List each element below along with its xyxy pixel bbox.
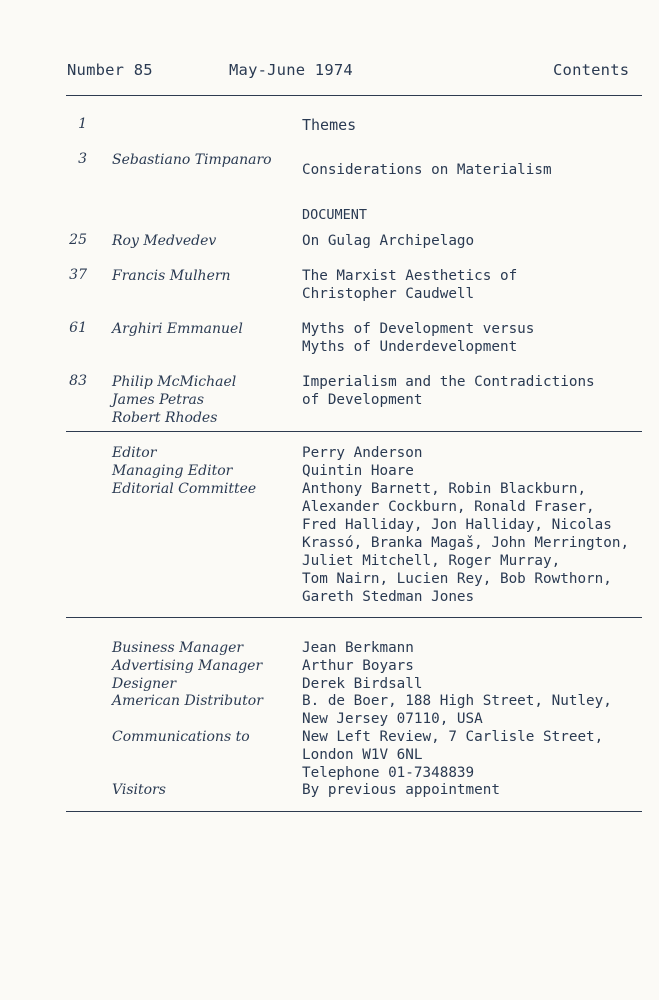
author-names xyxy=(112,373,236,427)
title-line: The Marxist Aesthetics of xyxy=(302,268,518,284)
credit-role: Designer xyxy=(112,676,177,692)
credit-line: Gareth Stedman Jones xyxy=(302,589,475,605)
title-line: DOCUMENT xyxy=(302,207,368,223)
credit-value xyxy=(302,639,414,657)
credit-line: London W1V 6NL xyxy=(302,747,423,763)
credit-value xyxy=(302,728,603,782)
title-line: Imperialism and the Contradictions xyxy=(302,374,595,390)
credit-role: Communications to xyxy=(112,729,250,745)
article-title[interactable] xyxy=(302,320,534,356)
credit-value xyxy=(302,657,414,675)
editorial-divider xyxy=(66,617,642,618)
article-title[interactable] xyxy=(302,161,552,179)
author-name xyxy=(112,232,216,250)
credit-line: By previous appointment xyxy=(302,782,500,798)
credit-line: Derek Birdsall xyxy=(302,676,423,692)
author-line: James Petras xyxy=(112,392,205,408)
credit-line: Quintin Hoare xyxy=(302,463,414,479)
credit-line: B. de Boer, 188 High Street, Nutley, xyxy=(302,693,612,709)
page-number: 61 xyxy=(69,320,87,336)
credit-role: Editorial Committee xyxy=(112,481,257,497)
contents-divider xyxy=(66,431,642,432)
credit-line: Krassó, Branka Magaš, John Merrington, xyxy=(302,535,630,551)
credit-line: Jean Berkmann xyxy=(302,640,414,656)
title-line: Themes xyxy=(302,116,357,134)
credit-role: Advertising Manager xyxy=(112,658,263,674)
title-line: Considerations on Materialism xyxy=(302,162,552,178)
footer-divider xyxy=(66,811,642,812)
issue-date: May-June 1974 xyxy=(229,61,353,79)
page-number: 3 xyxy=(78,151,87,167)
header-divider xyxy=(66,95,642,96)
credit-value xyxy=(302,462,414,480)
credit-role: Business Manager xyxy=(112,640,244,656)
page-number: 83 xyxy=(69,373,87,389)
credit-role: Managing Editor xyxy=(112,463,233,479)
author-line: Robert Rhodes xyxy=(112,410,218,426)
title-line: On Gulag Archipelago xyxy=(302,233,475,249)
author-line: Philip McMichael xyxy=(112,374,237,390)
credit-value xyxy=(302,675,423,693)
page-number: 25 xyxy=(69,232,87,248)
article-title[interactable] xyxy=(302,116,356,134)
title-line: Christopher Caudwell xyxy=(302,286,475,302)
credit-role: Visitors xyxy=(112,782,166,798)
author-name xyxy=(112,151,272,169)
credit-value xyxy=(302,781,500,799)
title-line: Myths of Underdevelopment xyxy=(302,339,518,355)
page-number: 1 xyxy=(78,116,87,132)
credit-role: Editor xyxy=(112,445,157,461)
author-line: Roy Medvedev xyxy=(112,233,217,249)
credit-line: Telephone 01-7348839 xyxy=(302,765,475,781)
credit-line: Juliet Mitchell, Roger Murray, xyxy=(302,553,561,569)
credit-line: Alexander Cockburn, Ronald Fraser, xyxy=(302,499,595,515)
credit-line: Arthur Boyars xyxy=(302,658,414,674)
credit-line: Anthony Barnett, Robin Blackburn, xyxy=(302,481,587,497)
credit-value xyxy=(302,444,423,462)
credit-value xyxy=(302,480,629,606)
author-line: Arghiri Emmanuel xyxy=(112,321,243,337)
credit-role: American Distributor xyxy=(112,693,263,709)
credit-line: New Left Review, 7 Carlisle Street, xyxy=(302,729,604,745)
author-line: Sebastiano Timpanaro xyxy=(112,152,272,168)
issue-number: Number 85 xyxy=(67,61,153,79)
credit-value xyxy=(302,692,612,728)
credit-line: Tom Nairn, Lucien Rey, Bob Rowthorn, xyxy=(302,571,612,587)
author-name xyxy=(112,320,243,338)
author-line: Francis Mulhern xyxy=(112,268,231,284)
author-name xyxy=(112,267,231,285)
article-title[interactable] xyxy=(302,373,595,409)
credit-line: New Jersey 07110, USA xyxy=(302,711,483,727)
title-line: Myths of Development versus xyxy=(302,321,535,337)
section-heading xyxy=(302,206,367,224)
article-title[interactable] xyxy=(302,232,474,250)
section-title: Contents xyxy=(553,61,630,79)
title-line: of Development xyxy=(302,392,423,408)
credit-line: Perry Anderson xyxy=(302,445,423,461)
credit-line: Fred Halliday, Jon Halliday, Nicolas xyxy=(302,517,612,533)
page-number: 37 xyxy=(69,267,87,283)
article-title[interactable] xyxy=(302,267,517,303)
